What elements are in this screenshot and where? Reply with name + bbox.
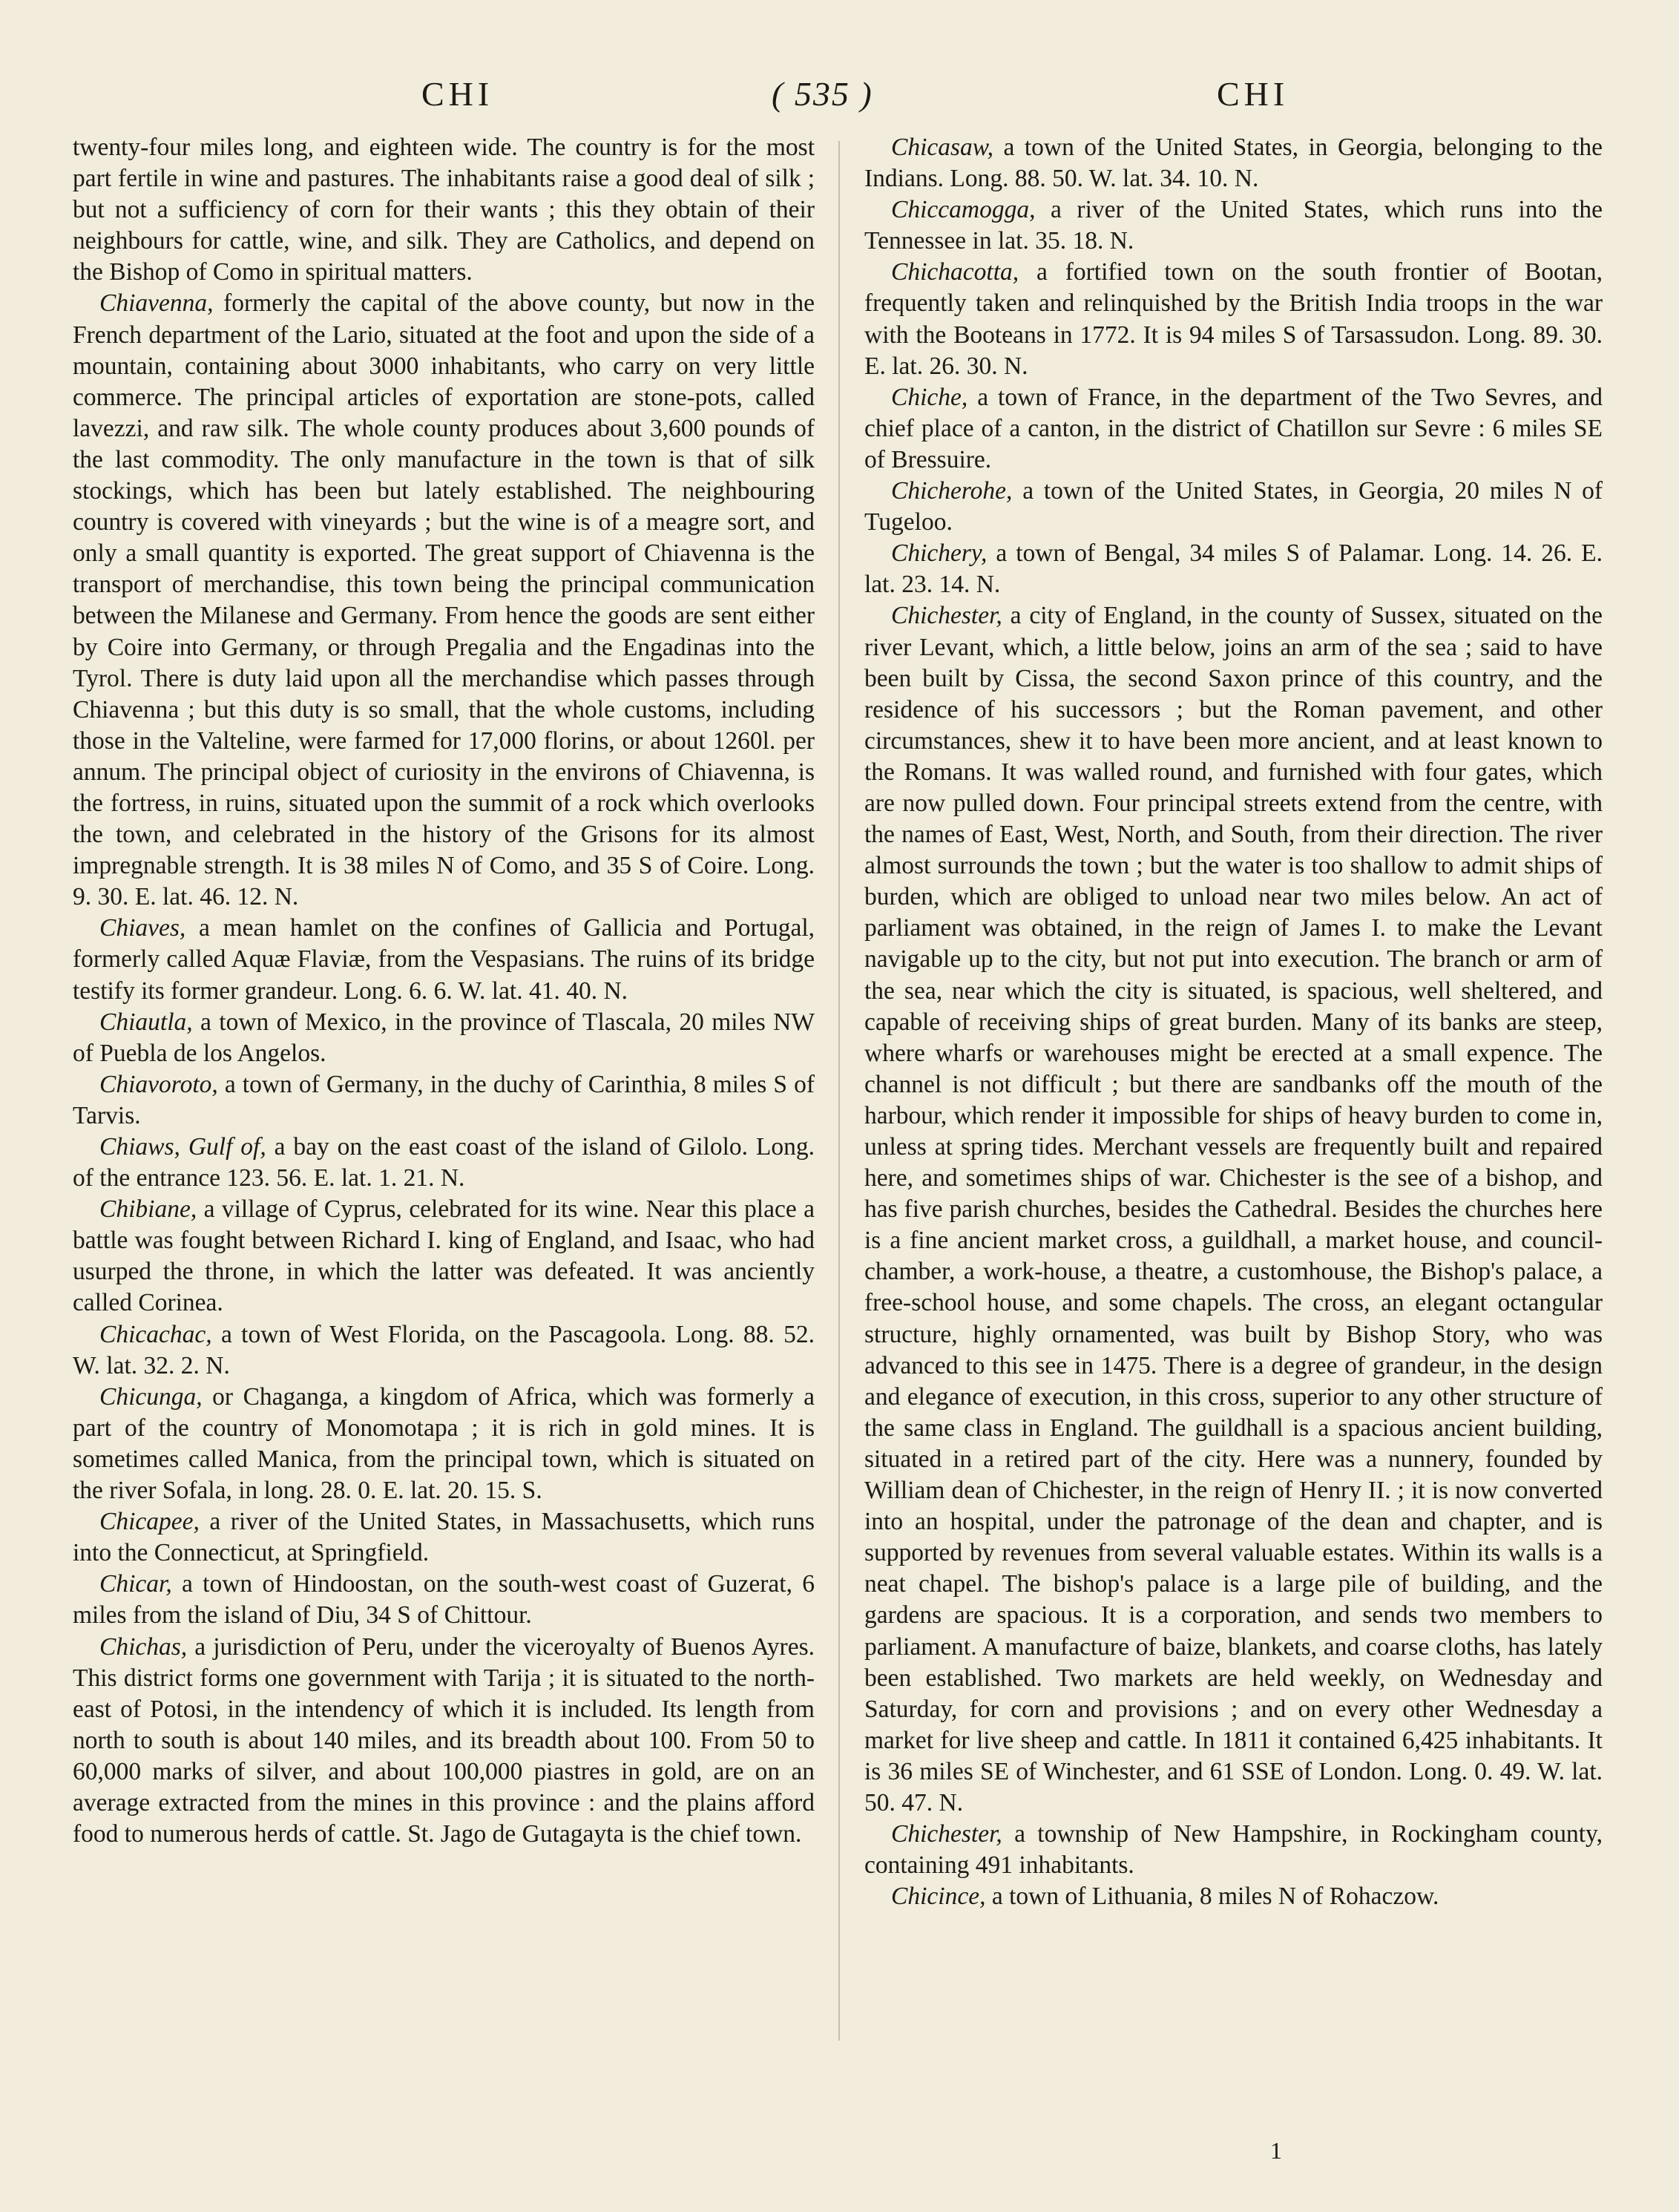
- entry-term: Chicapee,: [99, 1508, 200, 1536]
- signature-mark: 1: [1270, 2137, 1282, 2164]
- entry-term: Chicar,: [99, 1570, 172, 1598]
- left-entries: [73, 288, 815, 1850]
- gazetteer-entry: [864, 1819, 1603, 1881]
- entry-text: a village of Cyprus, celebrated for its wine. Near this place a battle was fought between Richard I. king of England, and Isaac, who had usurped the throne, in which the latter was defeated. It was anciently called Corinea.: [73, 1195, 815, 1317]
- entry-term: Chiavoroto,: [99, 1070, 218, 1098]
- entry-text: a town of Mexico, in the province of Tlascala, 20 miles NW of Puebla de los Angelos.: [73, 1008, 815, 1067]
- entry-term: Chicherohe,: [891, 477, 1013, 505]
- entry-term: Chiautla,: [99, 1008, 193, 1036]
- entry-term: Chiche,: [891, 383, 968, 411]
- gazetteer-entry: [864, 538, 1603, 600]
- gazetteer-entry: [73, 1632, 815, 1851]
- entry-text: a river of the United States, in Massachusetts, which runs into the Connecticut, at Springfield.: [73, 1508, 815, 1567]
- entry-term: Chichacotta,: [891, 258, 1019, 286]
- continuation-paragraph: twenty-four miles long, and eighteen wide. The country is for the most part fertile in wine and pastures. The inhabitants raise a good deal of silk ; but not a sufficiency of corn for their wants ; this they obtain of their neighbours for cattle, wine, and silk. They are Catholics, and depend on the Bishop of Como in spiritual matters.: [73, 134, 815, 286]
- gazetteer-entry: [73, 1319, 815, 1382]
- entry-text: a town of Bengal, 34 miles S of Palamar. Long. 14. 26. E. lat. 23. 14. N.: [864, 539, 1603, 599]
- entry-text: a mean hamlet on the confines of Gallicia and Portugal, formerly called Aquæ Flaviæ, from the Vespasians. The ruins of its bridge testify its former grandeur. Long. 6. 6. W. lat. 41. 40. N.: [73, 914, 815, 1005]
- entry-text: a bay on the east coast of the island of Gilolo. Long. of the entrance 123. 56. E. lat. 1. 21. N.: [73, 1133, 815, 1192]
- gazetteer-entry: [73, 1569, 815, 1631]
- entry-text: a town of Germany, in the duchy of Carinthia, 8 miles S of Tarvis.: [73, 1070, 815, 1129]
- entry-term: Chibiane,: [99, 1195, 197, 1224]
- entry-text: a town of West Florida, on the Pascagoola. Long. 88. 52. W. lat. 32. 2. N.: [73, 1320, 815, 1379]
- gazetteer-entry: [864, 382, 1603, 476]
- page-number: ( 535 ): [772, 75, 873, 113]
- entry-term: Chichester,: [891, 1820, 1002, 1848]
- entry-text: a town of Hindoostan, on the south-west coast of Guzerat, 6 miles from the island of Diu, 34 S of Chittour.: [73, 1570, 815, 1630]
- gazetteer-entry: [73, 913, 815, 1006]
- right-column: [864, 132, 1603, 1912]
- entry-term: Chiavenna,: [99, 289, 214, 318]
- gazetteer-entry: [73, 1132, 815, 1194]
- right-entries: [864, 132, 1603, 1912]
- entry-text: a river of the United States, which runs into the Tennessee in lat. 35. 18. N.: [864, 196, 1603, 255]
- entry-term: Chichery,: [891, 539, 988, 568]
- entry-term: Chicince,: [891, 1883, 986, 1911]
- entry-text: a town of Lithuania, 8 miles N of Rohaczow.: [985, 1883, 1439, 1911]
- header-left: CHI: [421, 75, 494, 113]
- entry-term: Chichas,: [99, 1632, 188, 1661]
- gazetteer-entry: [864, 194, 1603, 257]
- entry-text: a fortified town on the south frontier of Bootan, frequently taken and relinquished by the British India troops in the war with the Booteans in 1772. It is 94 miles S of Tarsassudon. Long. 89. 30. E. lat. 26. 30. N.: [864, 258, 1603, 380]
- left-column: [73, 132, 815, 1850]
- entry-term: Chiccamogga,: [891, 196, 1036, 224]
- gazetteer-entry: [73, 1194, 815, 1319]
- gazetteer-entry: [73, 1382, 815, 1506]
- gazetteer-entry: [73, 1506, 815, 1569]
- entry-text: a town of the United States, in Georgia, belonging to the Indians. Long. 88. 50. W. lat. 34. 10. N.: [864, 134, 1603, 193]
- entry-term: Chiaves,: [99, 914, 186, 942]
- gazetteer-entry: [73, 288, 815, 913]
- entry-text: a town of France, in the department of the Two Sevres, and chief place of a canton, in the district of Chatillon sur Sevre : 6 miles SE of Bressuire.: [864, 383, 1603, 473]
- gazetteer-entry: [73, 1069, 815, 1132]
- gazetteer-entry: [864, 132, 1603, 194]
- entry-text: formerly the capital of the above county, but now in the French department of the Lario, situated at the foot and upon the side of a mountain, containing about 3000 inhabitants, who carry on very little commerce. The principal articles of exportation are stone-pots, called lavezzi, and raw silk. The whole county produces about 3,600 pounds of the last commodity. The only manufacture in the town is that of silk stockings, which has been but lately established. The neighbouring country is covered with vineyards ; but the wine is of a meagre sort, and only a small quantity is exported. The great support of Chiavenna is the transport of merchandise, this town being the principal communication between the Milanese and Germany. From hence the goods are sent either by Coire into Germany, or through Pregalia and the Engadinas into the Tyrol. There is duty laid upon all the merchandise which passes through Chiavenna ; but this duty is so small, that the whole customs, including those in the Valteline, were farmed for 17,000 florins, or about 1260l. per annum. The principal object of curiosity in the environs of Chiavenna, is the fortress, in ruins, situated upon the summit of a rock which overlooks the town, and celebrated in the history of the Grisons for its almost impregnable strength. It is 38 miles N of Como, and 35 S of Coire. Long. 9. 30. E. lat. 46. 12. N.: [73, 289, 815, 911]
- gazetteer-entry: [73, 1007, 815, 1069]
- gazetteer-entry: [864, 257, 1603, 381]
- entry-text: a town of the United States, in Georgia, 20 miles N of Tugeloo.: [864, 477, 1603, 536]
- gazetteer-entry: [864, 600, 1603, 1819]
- running-header: [0, 74, 1679, 126]
- entry-term: Chicasaw,: [891, 134, 994, 161]
- entry-text: or Chaganga, a kingdom of Africa, which was formerly a part of the country of Monomotapa ; it is rich in gold mines. It is sometimes called Manica, from the principal town, which is situated on the river Sofala, in long. 28. 0. E. lat. 20. 15. S.: [73, 1382, 815, 1505]
- entry-text: a city of England, in the county of Sussex, situated on the river Levant, which, a little below, joins an arm of the sea ; said to have been built by Cissa, the second Saxon prince of this country, and the residence of his successors ; but the Roman pavement, and other circumstances, shew it to have been more ancient, and at least known to the Romans. It was walled round, and furnished with four gates, which are now pulled down. Four principal streets extend from the centre, with the names of East, West, North, and South, from their direction. The river almost surrounds the town ; but the water is too shallow to admit ships of burden, which are obliged to unload near two miles below. An act of parliament was obtained, in the reign of James I. to make the Levant navigable up to the city, but not put into execution. The branch or arm of the sea, near which the city is situated, is spacious, well sheltered, and capable of receiving ships of great burden. Many of its banks are steep, where wharfs or warehouses might be erected at a small expence. The channel is not difficult ; but there are sandbanks off the mouth of the harbour, which render it impossible for ships of heavy burden to come in, unless at spring tides. Merchant vessels are frequently built and repaired here, and sometimes ships of war. Chichester is the see of a bishop, and has five parish churches, besides the Cathedral. Besides the churches here is a fine ancient market cross, a guildhall, a market house, and council-chamber, a work-house, a theatre, a customhouse, the Bishop's palace, a free-school house, and some chapels. The cross, an elegant octangular structure, highly ornamented, was built by Bishop Story, who was advanced to this see in 1475. There is a degree of grandeur, in the design and elegance of execution, in this cross, superior to any other structure of the same class in England. The guildhall is a spacious ancient building, situated in a retired part of the city. Here was a nunnery, founded by William dean of Chichester, in the reign of Henry II. ; it is now converted into an hospital, under the patronage of the dean and chapter, and is supported by revenues from several valuable estates. Within its walls is a neat chapel. The bishop's palace is a large pile of building, and the gardens are spacious. It is a corporation, and sends two members to parliament. A manufacture of baize, blankets, and coarse cloths, has lately been established. Two markets are held weekly, on Wednesday and Saturday, for corn and provisions ; and on every other Wednesday a market for live sheep and cattle. In 1811 it contained 6,425 inhabitants. It is 36 miles SE of Winchester, and 61 SSE of London. Long. 0. 49. W. lat. 50. 47. N.: [864, 602, 1603, 1816]
- entry-text: a township of New Hampshire, in Rockingham county, containing 491 inhabitants.: [864, 1820, 1603, 1880]
- gazetteer-entry: [864, 476, 1603, 538]
- gazetteer-entry: [864, 1881, 1603, 1912]
- entry-term: Chicunga,: [99, 1382, 203, 1411]
- entry-text: a jurisdiction of Peru, under the viceroyalty of Buenos Ayres. This district forms one government with Tarija ; it is situated to the north-east of Potosi, in the intendency of which it is included. Its length from north to south is about 140 miles, and its breadth about 100. From 50 to 60,000 marks of silver, and about 100,000 piastres in gold, are on an average extracted from the mines in this province : and the plains afford food to numerous herds of cattle. St. Jago de Gutagayta is the chief town.: [73, 1632, 815, 1848]
- entry-term: Chichester,: [891, 602, 1002, 630]
- column-rule: [838, 141, 840, 2041]
- header-right: CHI: [1217, 75, 1289, 113]
- entry-term: Chicachac,: [99, 1320, 212, 1348]
- entry-term: Chiaws, Gulf of,: [99, 1133, 266, 1161]
